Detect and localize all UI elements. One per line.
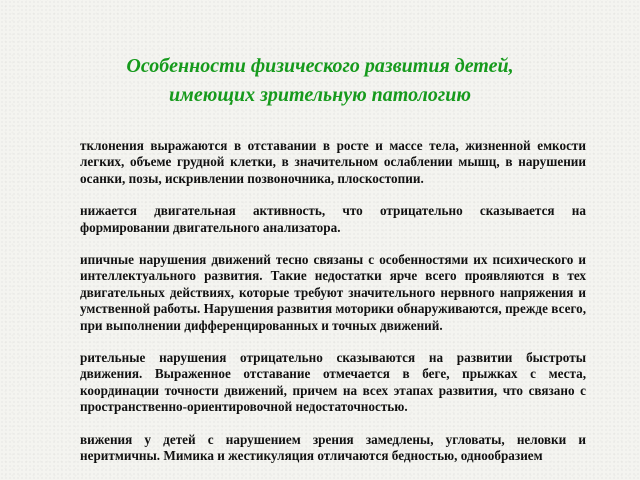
slide-title-line-1: Особенности физического развития детей, — [126, 55, 514, 77]
paragraph-motor-activity: нижается двигательная активность, что отрицательно сказывается на формировании двигательного анализатора. — [80, 203, 586, 235]
slide-body — [80, 138, 586, 480]
paragraph-growth-deviations: тклонения выражаются в отставании в росте и массе тела, жизненной емкости легких, объеме грудной клетки, в значительном ослаблении мышц, в нарушении осанки, позы, искривлении позвоночника, плоскостопии. — [80, 138, 586, 186]
slide-title — [40, 52, 600, 110]
paragraph-visual-impairments: рительные нарушения отрицательно сказываются на развитии быстроты движения. Выраженное отставание отмечается в беге, прыжках с места, координации точности движений, причем на всех этапах развития, что связано с пространственно-ориентировочной недостаточностью. — [80, 350, 586, 415]
slide-title-line-2: имеющих зрительную патологию — [169, 84, 471, 106]
paragraph-movements: вижения у детей с нарушением зрения замедлены, угловаты, неловки и неритмичны. Мимика и жестикуляция отличаются бедностью, однообразием — [80, 431, 586, 464]
paragraph-movement-disorders: ипичные нарушения движений тесно связаны с особенностями их психического и интеллектуального развития. Такие недостатки ярче всего проявляются в тех двигательных действиях, которые требуют значительного нервного напряжения и умственной работы. Нарушения развития моторики обнаруживаются, прежде всего, при выполнении дифференцированных и точных движений. — [80, 252, 586, 333]
